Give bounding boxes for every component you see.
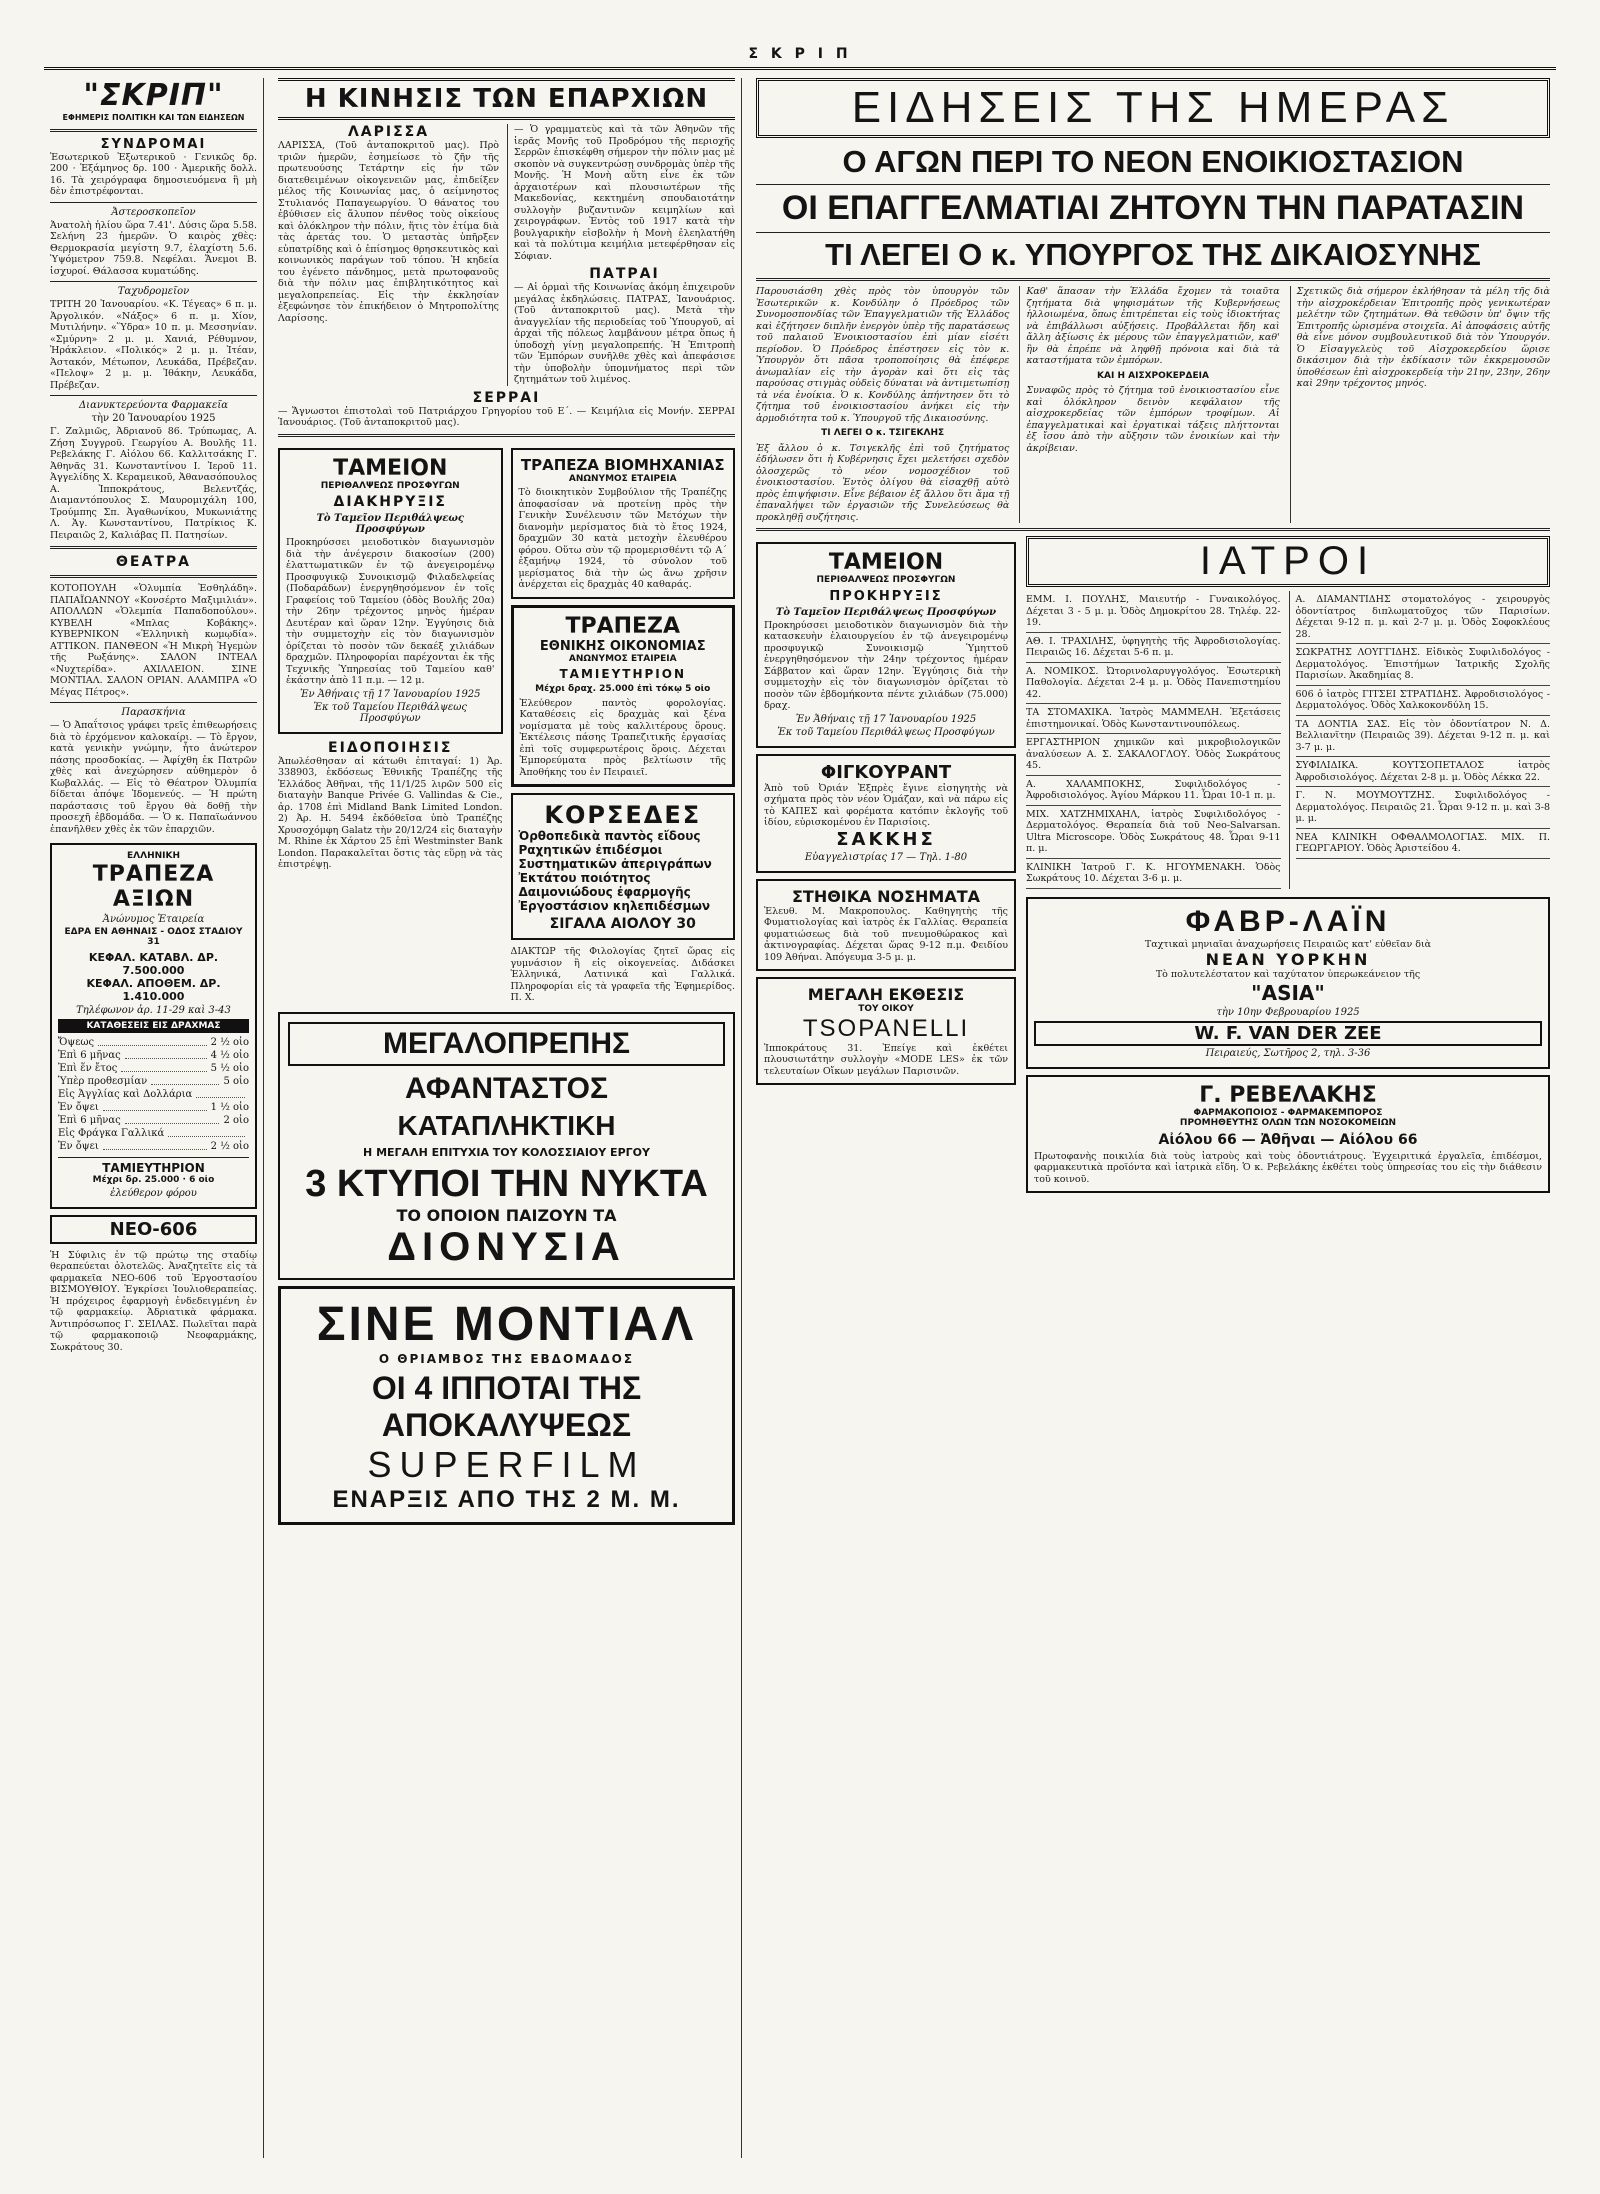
- korsedes-brand: ΣΙΓΑΛΑ ΑΙΟΛΟΥ 30: [549, 916, 696, 932]
- bank-rate-value: 4 ½ οἰο: [210, 1050, 249, 1061]
- bank-rate-value: 2 ½ οἰο: [210, 1037, 249, 1048]
- news-col2-text: Καθ' ἅπασαν τὴν Ἑλλάδα ἔχομεν τὰ τοιαῦτα ζητήματα διὰ ψηφισμάτων τῆς Κυβερνήσεως ἠλλοιωμένα, ὅπως ἐπιτρέπεται εἰς τοὺς ἰδιοκτήτας νὰ ἐπιβάλλωσι αὐξήσεις. Προβάλλεται ἤδη καὶ ἄλλη ἀξίωσις ἐκ μέρους τῶν ἐπαγγελματιῶν, καθ' ἣν θὰ ἐπρέπε νὰ ληφθῇ πρόνοια καὶ διὰ τὰ καταστήματα τῶν ἐμπόρων.: [1026, 286, 1280, 366]
- iatroi-heading: ΙΑΤΡΟΙ: [1026, 536, 1550, 587]
- serres-text: — Ἄγνωστοι ἐπιστολαὶ τοῦ Πατριάρχου Γρηγορίου τοῦ Ε΄. — Κειμήλια εἰς Μονήν. ΣΕΡΡΑΙ Ἰανουάριος. (Τοῦ ἀνταποκριτοῦ μας).: [278, 405, 735, 428]
- doctor-listing: ΣΥΦΙΛΙΔΙΚΑ. ΚΟΥΤΣΟΠΕΤΑΛΟΣ ἰατρὸς Ἀφροδισιολόγος. Δέχεται 2-8 μ. μ. Ὁδὸς Λέκκα 22.: [1296, 757, 1551, 787]
- sine-brand: SUPERFILM: [367, 1443, 646, 1485]
- paper-logo: "ΣΚΡΙΠ": [83, 78, 224, 113]
- theatre-text: ΚΟΤΟΠΟΥΛΗ «Ὁλυμπία Ἐσθηλάδη». ΠΑΠΑΪΩΑΝΝΟΥ «Κονσέρτο Μαξιμιλιάν». ΑΠΟΛΛΩΝ «Ὁλεμπία Παπαδοπούλου». ΚΥΒΕΛΗ «Μπλας Κοβάκης». ΚΥΒΕΡΝΙΚΟΝ «Ἑλληνικὴ κωμῳδία». ΑΤΤΙΚΟΝ. ΠΑΝΘΕΟΝ «Ἡ Μικρὴ Ἡγεμὼν τῆς Ρωξάνης». ΣΑΛΟΝ ΙΝΤΕΑΛ «Νυχτερίδα». ΑΧΙΛΛΕΙΟΝ. ΣΙΝΕ ΜΟΝΤΙΑΛ. ΣΑΛΟΝ ΟΡΙΑΝ. ΑΛΑΜΠΡΑ «Ὁ Μέγας Πέτρος».: [50, 583, 257, 698]
- doctor-listing: Α. ΝΟΜΙΚΟΣ. Ὠτορινολαρυγγολόγος. Ἐσωτερικὴ Παθολογία. Δέχεται 2-4 μ. μ. Ὁδὸς Πανεπιστημίου 42.: [1026, 663, 1281, 705]
- news-col3-text: Σχετικῶς διὰ σήμερον ἐκλήθησαν τὰ μέλη τῆς διὰ τὴν αἰσχροκέρδειαν Ἐπιτροπῆς πρὸς γενικωτέραν μελέτην τῶν ζητημάτων. Θὰ τεθῶσιν ὑπ' ὄψιν τῆς Ἐπιτροπῆς ὡρισμένα στοιχεῖα. Αἱ ἀποφάσεις αὐτῆς θὰ εἶνε μόνον συμβουλευτικοῦ διὰ τὸν Ὑπουργόν. Ὁ Εἰσαγγελεὺς τοῦ Αἰσχροκερδείου ὥρισε δικάσιμον διὰ τὴν ἐκδίκασιν τῶν ἐκκρεμουσῶν ὑποθέσεων ἐπὶ αἰσχροκερδείᾳ τὴν 21ην, 23ην, 26ην καὶ 29ην τρέχοντος μηνός.: [1296, 286, 1550, 389]
- masthead-paper-name: Σ Κ Ρ Ι Π: [748, 45, 852, 62]
- masthead: [44, 40, 1556, 70]
- sine-sub: Ο ΘΡΙΑΜΒΟΣ ΤΗΣ ΕΒΔΟΜΑΔΟΣ: [378, 1351, 635, 1366]
- iatroi-left-list: [1026, 591, 1281, 889]
- industry-bank-text: Τὸ διοικητικὸν Συμβούλιον τῆς Τραπέζης ἀποφασίσαν νὰ προτείνῃ πρὸς τὴν Γενικὴν Συνέλευσιν τῶν Μετόχων τὴν διανομὴν μερίσματος διὰ τὸ ἔτος 1924, δραχμῶν 30 κατὰ μετοχὴν ἐλευθέρου φόρου. Οὕτω σὺν τῷ προμερισθέντι τῷ Α΄ ἑξαμήνῳ 1924, τὸ σύνολον τοῦ μερίσματος διὰ τὴν ὡς ἄνω χρῆσιν ἀνέρχεται εἰς δραχμὰς 40 καθαράς.: [518, 487, 727, 590]
- bank-rate-label: Ὄψεως: [58, 1037, 95, 1048]
- fabre-text2: Τὸ πολυτελέστατον καὶ ταχύτατον ὑπερωκεάνειον τῆς: [1155, 969, 1421, 980]
- ne-bank-name2: ΕΘΝΙΚΗΣ ΟΙΚΟΝΟΜΙΑΣ: [539, 638, 706, 654]
- doctor-listing: ΕΜΜ. Ι. ΠΟΥΛΗΣ, Μαιευτήρ - Γυναικολόγος. Δέχεται 3 - 5 μ. μ. Ὁδὸς Δημοκρίτου 28. Τηλέφ. 22-19.: [1026, 591, 1281, 633]
- parasknia-text: — Ὁ Ἀπαΐτσιος γράφει τρεῖς ἐπιθεωρήσεις διὰ τὸ ἐρχόμενον καλοκαίρι. — Τὸ ἔργον, κατὰ γενικὴν γνώμην, ἦτο ἀνώτερον πάσης προσδοκίας. — Ἀφίχθη ἐκ Πατρῶν χθὲς καὶ ἀνεχώρησεν αὐθημερὸν ὁ Κωβαλλάς. — Εἰς τὸ Θέατρον Ὀλυμπία δίδεται ἀπόψε Ἰδομενεύς. — Ἡ πρώτη παράστασις τοῦ ἔργου θὰ δοθῇ τὴν προσεχῆ ἑβδομάδα. — Ὁ κ. Παπαϊωάννου ἐπανῆλθεν χθὲς ἐκ τῶν ἐπαρχιῶν.: [50, 720, 257, 835]
- cinema-line5: 3 ΚΤΥΠΟΙ ΤΗΝ ΝΥΚΤΑ: [305, 1162, 708, 1205]
- korsedes-title: ΚΟΡΣΕΔΕΣ: [544, 801, 702, 829]
- provinces-heading: Η ΚΙΝΗΣΙΣ ΤΩΝ ΕΠΑΡΧΙΩΝ: [278, 78, 735, 120]
- industry-bank-sub: ΑΝΩΝΥΜΟΣ ΕΤΑΙΡΕΙΑ: [568, 473, 677, 484]
- iatroi-right-list: [1289, 591, 1551, 889]
- bank-rate-row: [58, 1062, 249, 1075]
- paper-subtitle: ΕΦΗΜΕΡΙΣ ΠΟΛΙΤΙΚΗ ΚΑΙ ΤΩΝ ΕΙΔΗΣΕΩΝ: [62, 113, 245, 122]
- korsedes-line: Συστηματικῶν ἀπεριγράπων: [518, 857, 712, 871]
- tameion2-date: Ἐν Ἀθήναις τῇ 17 Ἰανουαρίου 1925: [795, 713, 977, 725]
- korsedes-line: Ἐργοστάσιον κηλεπιδέσμων: [518, 899, 711, 913]
- bank-rate-row: [58, 1088, 249, 1101]
- astro-heading: Ἀστεροσκοπεῖον: [111, 206, 196, 218]
- revelakis-text: Πρωτοφανὴς ποικιλία διὰ τοὺς ἰατροὺς καὶ τοὺς ὀδοντιάτρους. Ἐγχειριτικά ἐργαλεῖα, ἐπιδέσμοι, φαρμακευτικὰ προϊόντα καὶ ἰατρικὰ εἴδη. Ὁ κ. Ρεβελάκης ἐκθέτει τοὺς ὑπηρεσίας του εἰς τὴν διάθεσιν τοῦ κοινοῦ.: [1034, 1150, 1542, 1185]
- bank-rate-value: 1 ½ οἰο: [210, 1102, 249, 1113]
- post-heading: Ταχυδρομεῖον: [117, 286, 190, 297]
- news-headline1: Ο ΑΓΩΝ ΠΕΡΙ ΤΟ ΝΕΟΝ ΕΝΟΙΚΙΟΣΤΑΣΙΟΝ: [842, 144, 1464, 179]
- cinema-line6: ΤΟ ΟΠΟΙΟΝ ΠΑΙΖΟΥΝ ΤΑ: [396, 1205, 617, 1225]
- industry-bank-ad: [511, 448, 736, 599]
- diaktor-text: ΔΙΑΚΤΩΡ τῆς Φιλολογίας ζητεῖ ὥρας εἰς γυμνάσιον ἢ εἰς οἰκογενείας. Διδάσκει Ἑλληνικά, Λατινικά καὶ Γαλλικά. Πληροφορίαι εἰς τὰ γραφεῖα τῆς Ἐφημερίδος. Π. Χ.: [510, 946, 735, 1003]
- doctor-listing: Α. ΔΙΑΜΑΝΤΙΔΗΣ στοματολόγος - χειρουργὸς ὀδοντίατρος διπλωματοῦχος τῶν Παρισίων. Δέχεται 9-12 π. μ. καὶ 2-7 μ. μ. Ὁδὸς Σοφοκλέους 28.: [1296, 591, 1551, 644]
- column-middle: [272, 78, 742, 2158]
- tameion2-sub: ΠΕΡΙΘΑΛΨΕΩΣ ΠΡΟΣΦΥΓΩΝ: [816, 575, 956, 585]
- doctor-listing: ΤΑ ΣΤΟΜΑΧΙΚΑ. Ἰατρὸς ΜΑΜΜΕΛΗ. Ἐξετάσεις ἐπιστημονικαί. Ὁδὸς Κωνσταντινουπόλεως.: [1026, 704, 1281, 734]
- figurant-name: ΣΑΚΚΗΣ: [836, 828, 936, 850]
- revelakis-sub: ΦΑΡΜΑΚΟΠΟΙΟΣ - ΦΑΡΜΑΚΕΜΠΟΡΟΣ: [1193, 1107, 1383, 1118]
- tameion-date: Ἐν Ἀθήναις τῇ 17 Ἰανουαρίου 1925: [299, 688, 481, 700]
- news-sub1: ΤΙ ΛΕΓΕΙ Ο κ. ΤΣΙΓΕΚΛΗΣ: [821, 428, 945, 438]
- doctor-listing: 606 ὁ ἰατρὸς ΓΙΤΣΕΙ ΣΤΡΑΤΙΔΗΣ. Ἀφροδισιολόγος - Δερματολόγος. Ὁδὸς Χαλκοκονδύλη 15.: [1296, 686, 1551, 716]
- tameion2-kind: ΠΡΟΚΗΡΥΞΙΣ: [829, 588, 943, 604]
- tsopanelli-sub: ΤΟΥ ΟΙΚΟΥ: [858, 1004, 914, 1014]
- bank-rate-value: 2 οἰο: [223, 1115, 249, 1126]
- serres-heading: ΣΕΡΡΑΙ: [472, 389, 541, 406]
- fabre-name: ΦΑΒΡ-ΛΑΪΝ: [1185, 904, 1391, 938]
- bank-rate-value: 5 ½ οἰο: [210, 1063, 249, 1074]
- bank-reserve: ΚΕΦΑΛ. ΑΠΟΘΕΜ. ΔΡ. 1.410.000: [86, 976, 221, 1003]
- bank-rate-label: Ἐν ὄψει: [58, 1141, 99, 1152]
- bank-rate-label: Ἐπὶ ἕν ἔτος: [58, 1063, 118, 1074]
- pharmacies-date: τὴν 20 Ἰανουαρίου 1925: [91, 413, 216, 424]
- news-headline2: ΟΙ ΕΠΑΓΓΕΛΜΑΤΙΑΙ ΖΗΤΟΥΝ ΤΗΝ ΠΑΡΑΤΑΣΙΝ: [781, 189, 1525, 227]
- ne-bank-text: Ἐλεύθερον παντὸς φορολογίας. Καταθέσεις εἰς δραχμὰς καὶ ξένα νομίσματα μὲ τοὺς καλλιτέρους ὅρους. Ἐκτέλεσις πάσης Τραπεζιτικῆς ἐργασίας ἐπὶ τοῖς συμφερωτέροις ὅροις. Δέχεται Ἐμπορεύματα πρὸς βελτίωσιν τῆς Ἀποθήκης του ἐν Πειραιεῖ.: [519, 697, 726, 778]
- korsedes-line: Ἐκτάτου ποιότητος: [518, 871, 651, 885]
- bank-sub: Ἀνώνυμος Ἑταιρεία: [102, 913, 205, 925]
- sthika-ad: [756, 879, 1016, 972]
- column-right: [750, 78, 1556, 2158]
- ne-bank-name: ΤΡΑΠΕΖΑ: [565, 613, 681, 639]
- fabre-addr: Πειραιεύς, Σωτῆρος 2, τηλ. 3-36: [1205, 1047, 1371, 1059]
- doctor-listing: Α. ΧΑΛΑΜΠΟΚΗΣ, Συφιλιδολόγος - Ἀφροδισιολόγος. Ἀγίου Μάρκου 11. Ὧραι 10-1 π. μ.: [1026, 776, 1281, 806]
- bank-rate-row: [58, 1114, 249, 1127]
- fabre-line-ad: [1026, 897, 1550, 1069]
- tameion2-ad: [756, 542, 1016, 748]
- tameion-sub: ΠΕΡΙΘΑΛΨΕΩΣ ΠΡΟΣΦΥΓΩΝ: [320, 480, 460, 491]
- news-sub2: ΚΑΙ Η ΑΙΣΧΡΟΚΕΡΔΕΙΑ: [1097, 370, 1209, 381]
- eidopoiisis-heading: ΕΙΔΟΠΟΙΗΣΙΣ: [328, 739, 453, 756]
- bank-tag: ΕΛΛΗΝΙΚΗ: [127, 851, 180, 861]
- post-text: ΤΡΙΤΗ 20 Ἰανουαρίου. «Κ. Τέγεας» 6 π. μ. Ἀργολικόν. «Νάξος» 6 π. μ. Χίον, Μυτιλήνην. «Ὕδρα» 10 π. μ. Μεσσηνίαν. «Σμύρνη» 2 μ. μ. Χανιά, Ρέθυμνον, Ἡράκλειον. «Πολικός» 2 μ. μ. Ἰτέαν, Ἀστακόν, Μέτωπον, Λευκάδα, Πρέβεζαν. «Πελοψ» 2 μ. μ. Ἰθάκην, Λευκάδα, Πρέβεζαν.: [50, 299, 257, 391]
- bank-address: ΕΔΡΑ ΕΝ ΑΘΗΝΑΙΣ - ΟΔΟΣ ΣΤΑΔΙΟΥ 31: [64, 926, 243, 947]
- fabre-date: τὴν 10ην Φεβρουαρίου 1925: [1216, 1006, 1360, 1018]
- industry-bank-name: ΤΡΑΠΕΖΑ ΒΙΟΜΗΧΑΝΙΑΣ: [520, 455, 725, 474]
- tameion2-sign: Ἐκ τοῦ Ταμείου Περιθάλψεως Προσφύγων: [777, 726, 995, 738]
- bank-capital: ΚΕΦΑΛ. ΚΑΤΑΒΛ. ΔΡ. 7.500.000: [88, 950, 219, 977]
- doctor-listing: ΚΛΙΝΙΚΗ Ἰατροῦ Γ. Κ. ΗΓΟΥΜΕΝΑΚΗ. Ὁδὸς Σωκράτους 10. Δέχεται 3-6 μ. μ.: [1026, 859, 1281, 889]
- pharmacies-heading: Διανυκτερεύοντα Φαρμακεῖα: [78, 400, 229, 411]
- tsopanelli-ad: [756, 977, 1016, 1085]
- sine-film: ΟΙ 4 ΙΠΠΟΤΑΙ ΤΗΣ ΑΠΟΚΑΛΥΨΕΩΣ: [371, 1369, 642, 1443]
- neo606-text: Ἡ Σύφιλις ἐν τῷ πρώτῳ της σταδίῳ θεραπεύεται ὁλοτελῶς. Ἀναζητεῖτε εἰς τὰ φαρμακεῖα ΝΕΟ-606 τοῦ Ἐργοστασίου ΒΙΣΜΟΥΘΙΟΥ. Ἐγκρίσει Ἰουλιοθεραπείας. Ἡ πρόχειρος ἐφαρμογὴ ἐνδεδειγμένη ἐν τῷ φαρμακείῳ. Ἀδριατικὰ φάρμακα. Ἀντιπρόσωπος Γ. ΣΕΙΛΑΣ. Πωλεῖται παρὰ τῷ φαρμακοποιῷ Νεοφαρμάκης, Σωκράτους 30.: [50, 1249, 257, 1353]
- bank-rate-row: [58, 1101, 249, 1114]
- tameion-kind: ΔΙΑΚΗΡΥΞΙΣ: [333, 494, 447, 510]
- national-economy-bank-ad: [511, 605, 736, 788]
- figurant-ad: [756, 754, 1016, 873]
- sine-montial-ad: [278, 1286, 735, 1525]
- tameion-text: Προκηρύσσει μειοδοτικὸν διαγωνισμὸν διὰ τὴν ἀνέγερσιν διακοσίων (200) ἐλαττωματικῶν ἐν τῷ ἀνεγειρομένῳ Προσφυγικῷ Συνοικισμῷ Φιλαδελφείας (Ποδαράδων) ἐνεργηθησόμενον ἐν τοῖς Γραφείοις τοῦ Ταμείου (ὁδὸς Βουλῆς 20α) τὴν 26ην τρέχοντος μηνὸς ἡμέραν Δευτέραν καὶ ὥραν 12ην. Ἐγγύησις διὰ τὴν συμμετοχὴν εἰς τὸν διαγωνισμὸν ὁρίζεται τὸ ποσὸν τῶν δεκαέξ χιλιάδων δραχμῶν. Πληροφορίαι παρέχονται ἐκ τῆς Τεχνικῆς Ὑπηρεσίας τοῦ Ταμείου καθ' ἑκάστην ἀπὸ 11 π.μ. — 12 μ.: [286, 537, 495, 686]
- pharmacies-text: Γ. Ζαλμιῶς, Ἀδριανοῦ 86. Τρύπωμας, Α. Ζήση Συγγροῦ. Γεωργίου Α. Βουλῆς 11. Ρεβελάκης Γ. Αἰόλου 66. Καλλιτσάκης Γ. Ἀθηνᾶς 31. Κωνσταντίνου Ι. Ἱεροῦ 11. Ἀγγελίδης Χ. Κεραμεικοῦ, Ἀθανασόπουλος Α. Ἰπποκράτους, Βελεντζάς, Διαμαντόπουλος Σ. Μαυρομιχάλη 100, Τρούμπης Σπ. Ἀγαθωνίκου, Μυκωνιάτης Λ. Ἁγ. Κωνσταντίνου, Πατρίκιος Κ. Πειραιῶς 2, Καλιάβας Π. Πατησίων.: [50, 426, 257, 541]
- bank-rate-label: Ὑπὲρ προθεσμίαν: [58, 1076, 148, 1087]
- bank-axion-ad: [50, 843, 257, 1209]
- tameion-lead: Τὸ Ταμεῖον Περιθάλψεως Προσφύγων: [316, 513, 465, 535]
- bank-savings-free: ἐλεύθερον φόρου: [110, 1187, 197, 1199]
- tameion-sign: Ἐκ τοῦ Ταμείου Περιθάλψεως Προσφύγων: [313, 701, 468, 724]
- bank-rate-label: Ἐπὶ 6 μῆνας: [58, 1050, 121, 1061]
- astro-text: Ἀνατολὴ ἡλίου ὥρα 7.41'. Δύσις ὥρα 5.58. Σελήνη 23 ἡμερῶν. Ὁ καιρὸς χθὲς: Θερμοκρασία μεγίστη 9.7, ἐλαχίστη 5.6. Ὑψόμετρον 759.8. Νεφέλαι. Ἄνεμοι Β. ἰσχυροί. Θάλασσα κυματώδης.: [50, 219, 257, 277]
- doctor-listing: ΜΙΧ. ΧΑΤΖΗΜΙΧΑΗΛ, ἰατρὸς Συφιλιδολόγος - Δερματολόγος. Θεραπεία διὰ τοῦ Neo-Salvarsan. Ultra Microscope. Ὁδὸς Σωκράτους 48. Ὧραι 9-11 π. μ.: [1026, 806, 1281, 859]
- tameion2-title: ΤΑΜΕΙΟΝ: [828, 550, 944, 575]
- korsedes-line: Ὀρθοπεδικὰ παντὸς εἴδους: [518, 829, 701, 843]
- news-banner: ΕΙΔΗΣΕΙΣ ΤΗΣ ΗΜΕΡΑΣ: [756, 78, 1550, 138]
- bank-rate-row: [58, 1049, 249, 1062]
- bank-rate-label: Εἰς Φράγκα Γαλλικά: [58, 1128, 165, 1139]
- tameion-title: ΤΑΜΕΙΟΝ: [333, 455, 448, 481]
- fabre-ship: "ASIA": [1251, 980, 1325, 1005]
- korsedes-line: Ραχητικῶν ἐπιδέσμοι: [518, 843, 663, 857]
- revelakis-sub2: ΠΡΟΜΗΘΕΥΤΗΣ ΟΛΩΝ ΤΩΝ ΝΟΣΟΚΟΜΕΙΩΝ: [1179, 1118, 1397, 1128]
- bank-rate-value: 2 ½ οἰο: [210, 1141, 249, 1152]
- bank-savings-title: ΤΑΜΙΕΥΤΗΡΙΟΝ: [58, 1157, 249, 1175]
- cinema-line1: ΜΕΓΑΛΟΠΡΕΠΗΣ: [288, 1022, 725, 1066]
- korsedes-lines: [519, 829, 728, 913]
- revelakis-pharmacy-ad: [1026, 1075, 1550, 1194]
- tameion2-lead: Τὸ Ταμεῖον Περιθάλψεως Προσφύγων: [775, 606, 997, 618]
- news-col1-text: Παρουσιάσθη χθὲς πρὸς τὸν ὑπουργὸν τῶν Ἐσωτερικῶν κ. Κονδύλην ὁ Πρόεδρος τῶν Συνομοσπονδίας τῶν Ἐπαγγελματιῶν τῆς Ἑλλάδος καὶ ἐζήτησεν διπλῆν ἐνεργὸν ὑπὲρ τῆς παρατάσεως τοῦ παλαιοῦ Ἐνοικιοστασίου ἐπὶ μίαν εἰσέτι περίοδον. Ὁ Πρόεδρος ἐπέστησεν εἰς τὸν κ. Ὑπουργὸν ὅτι πᾶσα τροποποίησις θὰ ἐπέφερε ἀνωμαλίαν εἰς τὴν ἀγορὰν καὶ ὅτι εἰς τὰς παρούσας στιγμὰς οὐδεὶς δύναται νὰ ἀντιμετωπίσῃ τὰ νέα ἐνοίκια. Ὁ κ. Κονδύλης ἀπήντησεν ὅτι τὸ ζήτημα τοῦ ἐνοικιοστασίου ἀνήκει εἰς τὴν ἁρμοδιότητα τοῦ κ. Ὑπουργοῦ τῆς Δικαιοσύνης.: [756, 286, 1010, 424]
- newspaper-page: [44, 40, 1556, 2160]
- bank-rate-label: Εἰς Ἀγγλίας καὶ Δολλάρια: [58, 1089, 193, 1100]
- bank-deposits-title: ΚΑΤΑΘΕΣΕΙΣ ΕΙΣ ΔΡΑΧΜΑΣ: [58, 1019, 249, 1034]
- bank-rate-label: Ἐν ὄψει: [58, 1102, 99, 1113]
- revelakis-addr: Αἰόλου 66 — Ἀθῆναι — Αἰόλου 66: [1158, 1131, 1418, 1148]
- news-col2b-text: Συναφῶς πρὸς τὸ ζήτημα τοῦ ἐνοικιοστασίου εἶνε καὶ ὁλόκληρον δεινὸν κεφάλαιον τῆς αἰσχροκερδείας τῶν ἐμπόρων τροφίμων. Αἱ ἐπαγγελματικαὶ καὶ ἐργατικαὶ τάξεις πλήττονται ἐξ ἴσου ἀπὸ τὴν αὔξησιν τῶν ἐνοικίων καὶ τὴν ἀκρίβειαν.: [1026, 385, 1280, 454]
- neo606-title: ΝΕΟ-606: [50, 1215, 257, 1244]
- fabre-dest: ΝΕΑΝ ΥΟΡΚΗΝ: [1205, 950, 1371, 969]
- figurant-title: ΦΙΓΚΟΥΡΑΝΤ: [820, 761, 952, 783]
- sine-name: ΣΙΝΕ ΜΟΝΤΙΑΛ: [316, 1297, 697, 1351]
- sthika-title: ΣΤΗΘΙΚΑ ΝΟΣΗΜΑΤΑ: [791, 886, 981, 906]
- sine-start: ΕΝΑΡΞΙΣ ΑΠΟ ΤΗΣ 2 Μ. Μ.: [332, 1485, 681, 1513]
- bank-rate-row: [58, 1140, 249, 1153]
- cinema-line3: ΚΑΤΑΠΛΗΚΤΙΚΗ: [397, 1109, 616, 1141]
- ne-bank-sub: ΑΝΩΝΥΜΟΣ ΕΤΑΙΡΕΙΑ: [568, 653, 677, 664]
- cinema-line7: ΔΙΟΝΥΣΙΑ: [387, 1224, 626, 1269]
- fabre-text: Ταχτικαὶ μηνιαῖαι ἀναχωρήσεις Πειραιῶς κατ' εὐθεῖαν διὰ: [1144, 938, 1432, 950]
- cinema-line2: ΑΦΑΝΤΑΣΤΟΣ: [405, 1071, 608, 1105]
- doctor-listing: ΤΑ ΔΟΝΤΙΑ ΣΑΣ. Εἰς τὸν ὀδοντίατρον Ν. Δ. Βελλιανῖτην (Πειραιῶς 39). Δέχεται 9-12 π. μ. καὶ 3-7 μ. μ.: [1296, 716, 1551, 758]
- subscriptions-text: Ἐσωτερικοῦ Ἐξωτερικοῦ · Γενικῶς δρ. 200 · Ἑξάμηνος δρ. 100 · Ἀμερικῆς δολλ. 16. Τὰ χειρόγραφα δημοσιευόμενα ἢ μὴ δὲν ἐπιστρέφονται.: [50, 151, 257, 197]
- patras-heading: ΠΑΤΡΑΙ: [589, 266, 660, 282]
- figurant-addr: Εὐαγγελιστρίας 17 — Τηλ. 1-80: [804, 851, 968, 863]
- column-left: [44, 78, 264, 2158]
- revelakis-name: Γ. ΡΕΒΕΛΑΚΗΣ: [1199, 1082, 1377, 1108]
- tameion2-text: Προκηρύσσει μειοδοτικὸν διαγωνισμὸν διὰ τὴν κατασκευὴν ἐλαιουργείου ἐν τῷ ἀνεγειρομένῳ προσφυγικῷ Συνοικισμῷ Ὑμηττοῦ ἐνεργηθησόμενον τὴν 24ην τρέχοντος ἡμέραν Σάββατον καὶ ὥραν 12ην. Ἐγγύησις διὰ τὴν συμμετοχὴν εἰς τὸν διαγωνισμὸν ὁρίζεται τὸ ποσὸν τῶν ἑβδομήκοντα πέντε χιλιάδων (75.000) δραχ.: [764, 619, 1008, 711]
- fabre-agent: W. F. VAN DER ZEE: [1034, 1021, 1542, 1046]
- doctor-listing: ΣΩΚΡΑΤΗΣ ΛΟΥΓΓΙΔΗΣ. Εἰδικὸς Συφιλιδολόγος - Δερματολόγος. Ἐπιστήμων Ἰατρικῆς Σχολῆς Παρισίων. Ἀκαδημίας 8.: [1296, 644, 1551, 686]
- patras-text: — Αἱ ὁρμαὶ τῆς Κοινωνίας ἀκόμη ἐπιχειροῦν μεγάλας ἐκδηλώσεις. ΠΑΤΡΑΣ, Ἰανουάριος. (Τοῦ ἀνταποκριτοῦ μας). Μετὰ τὴν ἀναγγελίαν τῆς περιοδείας τοῦ Ὑπουργοῦ, αἱ ἀρχαὶ τῆς πόλεως λαμβάνουν μέτρα ὅπως ἡ ὑποδοχὴ γίνῃ μεγαλοπρεπής. Ἡ Ἐπιτροπὴ τῶν Ἐμπόρων συνῆλθε χθὲς καὶ ἀπεφάσισε τὴν ὑποβολὴν ὑπομνήματος περὶ τῶν ζητημάτων τοῦ λιμένος.: [514, 282, 735, 385]
- ne-bank-rate: Μέχρι δραχ. 25.000 ἐπὶ τόκῳ 5 οἰο: [535, 684, 711, 694]
- bank-rate-row: [58, 1127, 249, 1140]
- korsedes-line: Δαιμονιώδους ἐφαρμογῆς: [518, 885, 691, 899]
- bank-rate-row: [58, 1036, 249, 1049]
- bank-rates-list: [58, 1036, 249, 1153]
- bank-savings-rate: Μέχρι δρ. 25.000 · 6 οἰο: [92, 1175, 215, 1185]
- bank-rate-value: 5 οἰο: [223, 1076, 249, 1087]
- bank-rate-label: Ἐπὶ 6 μῆνας: [58, 1115, 121, 1126]
- bank-rate-row: [58, 1075, 249, 1088]
- theatre-heading: ΘΕΑΤΡΑ: [116, 554, 191, 570]
- doctor-listing: Γ. Ν. ΜΟΥΜΟΥΤΖΗΣ. Συφιλιδολόγος - Δερματολόγος. Πειραιῶς 21. Ὧραι 9-12 π. μ. καὶ 3-8 μ. μ.: [1296, 787, 1551, 829]
- news-headline3: ΤΙ ΛΕΓΕΙ Ο κ. ΥΠΟΥΡΓΟΣ ΤΗΣ ΔΙΚΑΙΟΣΥΝΗΣ: [825, 237, 1481, 272]
- larisa-text-continued: — Ὁ γραμματεὺς καὶ τὰ τῶν Ἀθηνῶν τῆς ἱερᾶς Μονῆς τοῦ Προδρόμου τῆς περιοχῆς Σερρῶν ἐπισκέφθη σήμερον τὴν πόλιν μας μὲ σκοπὸν νὰ συγκεντρώσῃ συνδρομὰς ὑπὲρ τῆς Μονῆς. Ἡ Μονὴ αὕτη εἶνε ἐκ τῶν ἀρχαιοτέρων καὶ πλουσιωτέρων τῆς Μακεδονίας, κεκτημένη σπουδαιοτάτην συλλογὴν βυζαντινῶν κειμηλίων καὶ χειρογράφων. Ἐντὸς τοῦ 1917 κατὰ τὴν βουλγαρικὴν εἰσβολὴν ἡ Μονὴ ἐλεηλατήθη καὶ τὰ πολύτιμα κειμήλια μετεφέρθησαν εἰς Σόφιαν.: [514, 124, 735, 262]
- subscriptions-heading: ΣΥΝΔΡΟΜΑΙ: [100, 136, 207, 152]
- doctor-listing: ΝΕΑ ΚΛΙΝΙΚΗ ΟΦΘΑΛΜΟΛΟΓΙΑΣ. ΜΙΧ. Π. ΓΕΩΡΓΑΡΙΟΥ. Ὁδὸς Ἀριστείδου 4.: [1296, 829, 1551, 859]
- larisa-heading: ΛΑΡΙΣΣΑ: [347, 124, 430, 140]
- eidopoiisis-text: Ἀπωλέσθησαν αἱ κάτωθι ἐπιταγαί: 1) Ἀρ. 338903, ἐκδόσεως Ἐθνικῆς Τραπέζης τῆς Ἑλλάδος Ἀθῆναι, τῆς 11/1/25 λιρῶν 500 εἰς διαταγὴν Banque Privée G. Vallindas & Cie., ἀρ. 1708 ἐπὶ Midland Bank Limited London. 2) Ἀρ. Η. 5494 ἐκδόθεῖσα ὑπὸ Τραπέζης Χρυσοχόμφη Galatz τὴν 20/12/24 εἰς διαταγὴν Μ. Rhine ἐκ Χάρτου 25 ἐπὶ Westminster Bank London. Παρακαλεῖται ὅστις τὰς εὕρῃ νὰ τὰς ἐπιστρέψῃ.: [278, 755, 503, 870]
- news-col1b-text: Ἐξ ἄλλου ὁ κ. Τσιγεκλῆς ἐπὶ τοῦ ζητήματος ἐδήλωσεν ὅτι ἡ Κυβέρνησις ἔχει μελετήσει σχεδὸν ὁλοσχερῶς τὸ νέον νομοσχέδιον τοῦ ἐνοικιοστασίου. Ἐντὸς ὀλίγου θὰ εἰσαχθῇ αὐτὸ πρὸς ἐπιψήφισιν. Εἶνε βέβαιον ἐξ ἄλλου ὅτι ἅμα τῇ ἐπαναλήψει τῶν ἐργασιῶν τῆς Συνελεύσεως θὰ προκληθῇ συζήτησις.: [756, 442, 1010, 523]
- cinema-line4: Η ΜΕΓΑΛΗ ΕΠΙΤΥΧΙΑ ΤΟΥ ΚΟΛΟΣΣΙΑΙΟΥ ΕΡΓΟΥ: [363, 1145, 650, 1159]
- tameion-ad: [278, 448, 503, 734]
- ne-bank-kind: ΤΑΜΙΕΥΤΗΡΙΟΝ: [559, 667, 686, 681]
- bank-phone: Τηλέφωνον ἀρ. 11-29 καὶ 3-43: [76, 1004, 231, 1016]
- figurant-text: Ἀπὸ τοῦ Ὀριάν Ἐξπρὲς ἔγινε εἰσηγητὴς νὰ σχήματα πρὸς τὸν νέον Ὁμάζαν, καὶ νὰ πάρω εἰς τὸ ΚΑΠΕΣ καὶ φορέματα κατόπιν ἐκλογῆς τοῦ ἰδίου, εὐρισκομένου ἐν Παρισίοις.: [764, 782, 1008, 828]
- dionysia-cinema-ad: [278, 1012, 735, 1280]
- bank-name: ΤΡΑΠΕΖΑ ΑΞΙΩΝ: [92, 861, 215, 912]
- doctor-listing: ΕΡΓΑΣΤΗΡΙΟΝ χημικῶν καὶ μικροβιολογικῶν ἀναλύσεων Α. Σ. ΣΑΚΑΛΟΓΛΟΥ. Ὁδὸς Σωκράτους 45.: [1026, 734, 1281, 776]
- larisa-text: ΛΑΡΙΣΣΑ, (Τοῦ ἀνταποκριτοῦ μας). Πρὸ τριῶν ἡμερῶν, ἐσημείωσε τὸ ζῆν τῆς πρωτευούσης Τετάρτην εἰς ἡν τῶν διατεθειμένων οἰκογενειῶν μας, ἐπιδείξεν μέλος τῆς Κοινωνίας μας, ὁ αείμνηστος Στυλιανός Παπαγεωργίου. Ὁ θάνατος του ἐβύθισεν εἰς ἄλυπον πένθος τοὺς οἰκείους καὶ ὁλόκληρον τὴν πόλιν, ἥτις τὸν ἐτίμα διὰ τὰς ἀρετάς του. Ὁ μεταστὰς ὑπῆρξεν εὐπατρίδης καὶ ὁ ἐπίσημος θρησκευτικὸς καὶ κοινωνικὸς παράγων τοῦ τόπου. Ἡ κηδεία του ἐγένετο πάνδημος, μετὰ πρωτοφανοῦς διὰ τὴν πόλιν μας ἐπιβλητικότητος καὶ μεγαλοπρεπείας. Εἰς τὴν ἐκκλησίαν ἐξεφώνησε τὸν ἐπικήδειον ὁ Μητροπολίτης Λαρίσσης.: [278, 140, 499, 324]
- tsopanelli-title: ΜΕΓΑΛΗ ΕΚΘΕΣΙΣ: [807, 985, 965, 1004]
- tsopanelli-name: TSOPANELLI: [802, 1014, 970, 1042]
- korsedes-ad: [511, 793, 736, 940]
- doctor-listing: ΑΘ. Ι. ΤΡΑΧΙΛΗΣ, ὑφηγητὴς τῆς Ἀφροδισιολογίας. Πειραιῶς 16. Δέχεται 5-6 π. μ.: [1026, 633, 1281, 663]
- tsopanelli-text: Ἱπποκράτους 31. Ἐπείγε καὶ ἐκθέτει πλουσιωτάτην συλλογὴν «MODE LES» ἐκ τῶν τελευταίων Οἴκων μεγάλων Παρισινῶν.: [764, 1042, 1008, 1077]
- sthika-text: Ἐλευθ. Μ. Μακροπουλος. Καθηγητὴς τῆς Φυματιολογίας καὶ ἰατρὸς ἐκ Γαλλίας. Θεραπεία φυματιώσεως διὰ τοῦ πνευμοθώρακος καὶ ἀκτινογραφίας. Δέχεται ὥρας 9-12 π.μ. Φειδίου 109 Ἀθήναι. Ἀπόγευμα 3-5 μ. μ.: [764, 905, 1008, 963]
- parasknia-heading: Παρασκήνια: [121, 707, 186, 718]
